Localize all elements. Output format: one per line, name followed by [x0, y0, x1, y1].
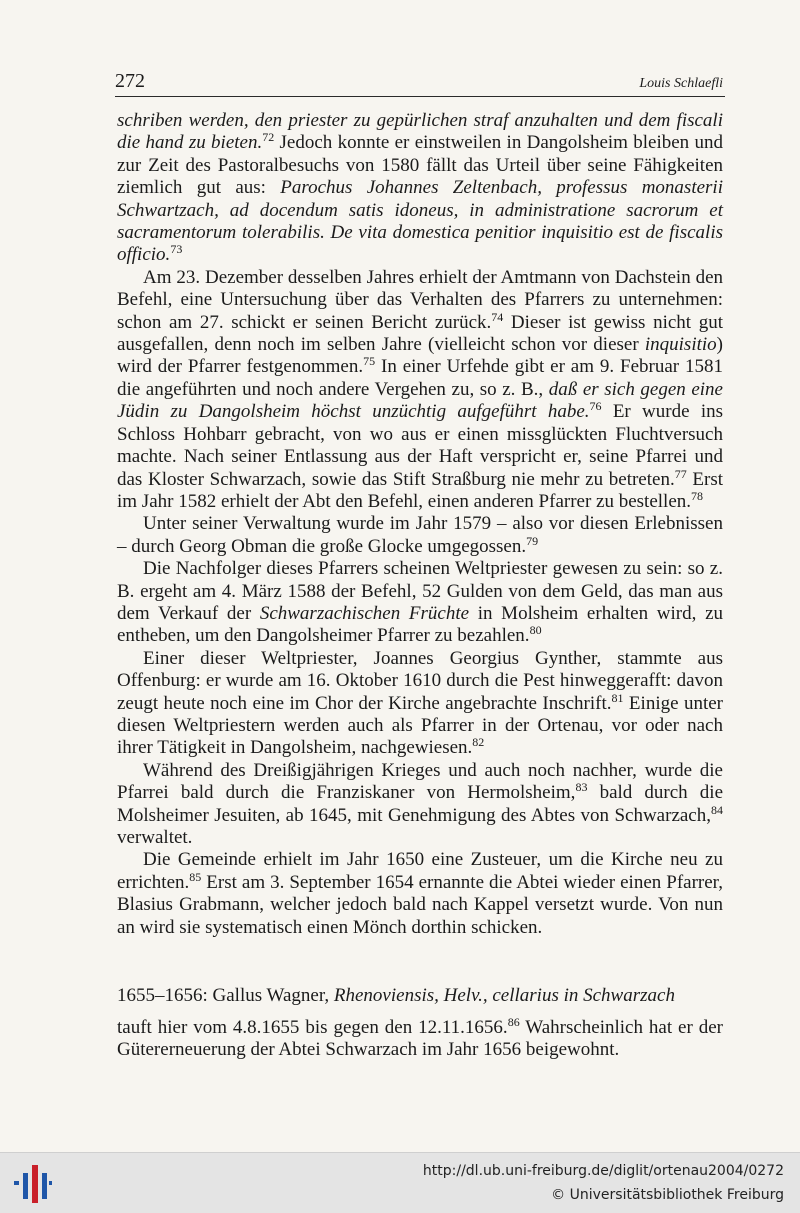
footnote-ref: 83 [575, 780, 588, 795]
body-text [117, 110, 723, 939]
paragraph [117, 1017, 723, 1062]
text-run: Jedoch konnte er einstweilen in Dangolsheim bleiben und zur Zeit des Pastoralbesuchs von 1580 fällt das Urteil über seine Fähigkeiten ziemlich gut aus: [117, 132, 723, 199]
paragraph [117, 110, 723, 267]
text-run: ) wird der Pfarrer festgenommen. [117, 334, 723, 378]
footnote-ref: 75 [363, 354, 376, 369]
footer-bar [0, 1152, 800, 1213]
footnote-ref: 72 [262, 130, 275, 145]
entry-heading-italic: Rhenoviensis, Helv., cellarius in Schwarzach [333, 985, 675, 1006]
paragraph [117, 513, 723, 558]
running-head: Louis Schlaefli [639, 76, 723, 91]
text-run: Unter seiner Verwaltung wurde im Jahr 1579 – also vor diesen Erlebnissen – durch Georg Obman die große Glocke umgegossen. [117, 513, 723, 557]
footnote-ref: 85 [189, 869, 202, 884]
footnote-ref: 84 [711, 802, 723, 817]
entry-text [117, 1017, 723, 1062]
footnote-ref: 74 [491, 309, 504, 324]
footnote-ref: 77 [674, 466, 687, 481]
text-run: Erst am 3. September 1654 ernannte die Abtei wieder einen Pfarrer, Blasius Grabmann, welcher jedoch bald nach Kappel versetzt wurde. Von nun an wird sie systematisch einen Mönch dorthin schicken. [117, 871, 723, 938]
ub-freiburg-logo-icon [12, 1163, 52, 1205]
footnote-ref: 78 [691, 488, 704, 503]
text-run: Schwarzachischen Früchte [259, 602, 470, 624]
footnote-ref: 82 [472, 735, 485, 750]
text-run: tauft hier vom 4.8.1655 bis gegen den 12.11.1656. [117, 1017, 508, 1038]
text-run: inquisitio [644, 334, 717, 356]
entry-heading [117, 985, 723, 1007]
text-run: Während des Dreißigjährigen Krieges und auch noch nachher, wurde die Pfarrei bald durch die Franziskaner von Hermolsheim, [117, 759, 723, 804]
text-run: verwaltet. [117, 827, 193, 848]
text-run: Dieser ist gewiss nicht gut ausgefallen, denn noch im selben Jahre (vielleicht schon vor dieser [117, 311, 723, 356]
entry-heading-dates: 1655–1656: Gallus Wagner, [117, 985, 334, 1006]
paragraph [117, 849, 723, 939]
footnote-ref: 76 [589, 399, 602, 414]
text-run: schriben werden, den priester zu gepürlichen straf anzuhalten und dem fiscali die hand zu bieten. [117, 110, 723, 154]
page-number: 272 [115, 70, 145, 92]
text-run: Am 23. Dezember desselben Jahres erhielt der Amtmann von Dachstein den Befehl, eine Untersuchung über das Verhalten des Pfarrers zu unternehmen: schon am 27. schickt er seinen Bericht zurück. [117, 266, 723, 333]
footnote-ref: 81 [611, 690, 624, 705]
text-run: Die Nachfolger dieses Pfarrers scheinen Weltpriester gewesen zu sein: so z. B. ergeht am 4. März 1588 der Befehl, 52 Gulden von dem Geld, das man aus dem Verkauf der [117, 558, 723, 624]
paragraph [117, 648, 723, 760]
text-run: Die Gemeinde erhielt im Jahr 1650 eine Zusteuer, um die Kirche neu zu errichten. [117, 849, 723, 893]
page-header [115, 70, 725, 97]
text-run: Parochus Johannes Zeltenbach, professus monasterii Schwartzach, ad docendum satis idoneus, in administratione sacrorum et sacramentorum tolerabilis. De vita domestica penitior inquisitio est de fiscalis officio. [117, 177, 723, 266]
footer-url-link[interactable]: http://dl.ub.uni-freiburg.de/diglit/ortenau2004/0272 [422, 1163, 784, 1179]
text-run: Er wurde ins Schloss Hohbarr gebracht, von wo aus er einen missglückten Fluchtversuch machte. Nach seiner Entlassung aus der Haft verspricht er, seine Pfarrei und das Kloster Schwarzach, sowie das Stift Straßburg nie mehr zu betreten. [117, 401, 723, 490]
text-run: Erst im Jahr 1582 erhielt der Abt den Befehl, einen anderen Pfarrer zu bestellen. [117, 468, 723, 512]
text-run: in Molsheim erhalten wird, zu entheben, um den Dangolsheimer Pfarrer zu bezahlen. [117, 602, 723, 647]
footnote-ref: 79 [526, 533, 539, 548]
footer-copyright: © Universitätsbibliothek Freiburg [551, 1187, 784, 1203]
text-run: bald durch die Molsheimer Jesuiten, ab 1645, mit Genehmigung des Abtes von Schwarzach, [117, 782, 723, 826]
paragraph [117, 558, 723, 648]
footnote-ref: 86 [507, 1015, 520, 1029]
text-run: daß er sich gegen eine Jüdin zu Dangolsheim höchst unzüchtig aufgeführt habe. [117, 378, 723, 423]
text-run: Wahrscheinlich hat er der Gütererneuerung der Abtei Schwarzach im Jahr 1656 beigewohnt. [117, 1017, 724, 1061]
footnote-ref: 73 [170, 242, 183, 257]
footnote-ref: 80 [529, 623, 542, 638]
paragraph [117, 760, 723, 850]
paragraph [117, 267, 723, 513]
text-run: In einer Urfehde gibt er am 9. Februar 1581 die angeführten und noch andere Vergehen zu, so z. B., [117, 356, 723, 400]
text-run: Einer dieser Weltpriester, Joannes Georgius Gynther, stammte aus Offenburg: er wurde am 16. Oktober 1610 durch die Pest hinweggerafft: davon zeugt heute noch eine im Chor der Kirche angebrachte Inschrift. [117, 647, 723, 714]
text-run: Einige unter diesen Weltpriestern werden auch als Pfarrer in der Ortenau, vor oder nach ihrer Tätigkeit in Dangolsheim, nachgewiesen. [117, 692, 723, 759]
